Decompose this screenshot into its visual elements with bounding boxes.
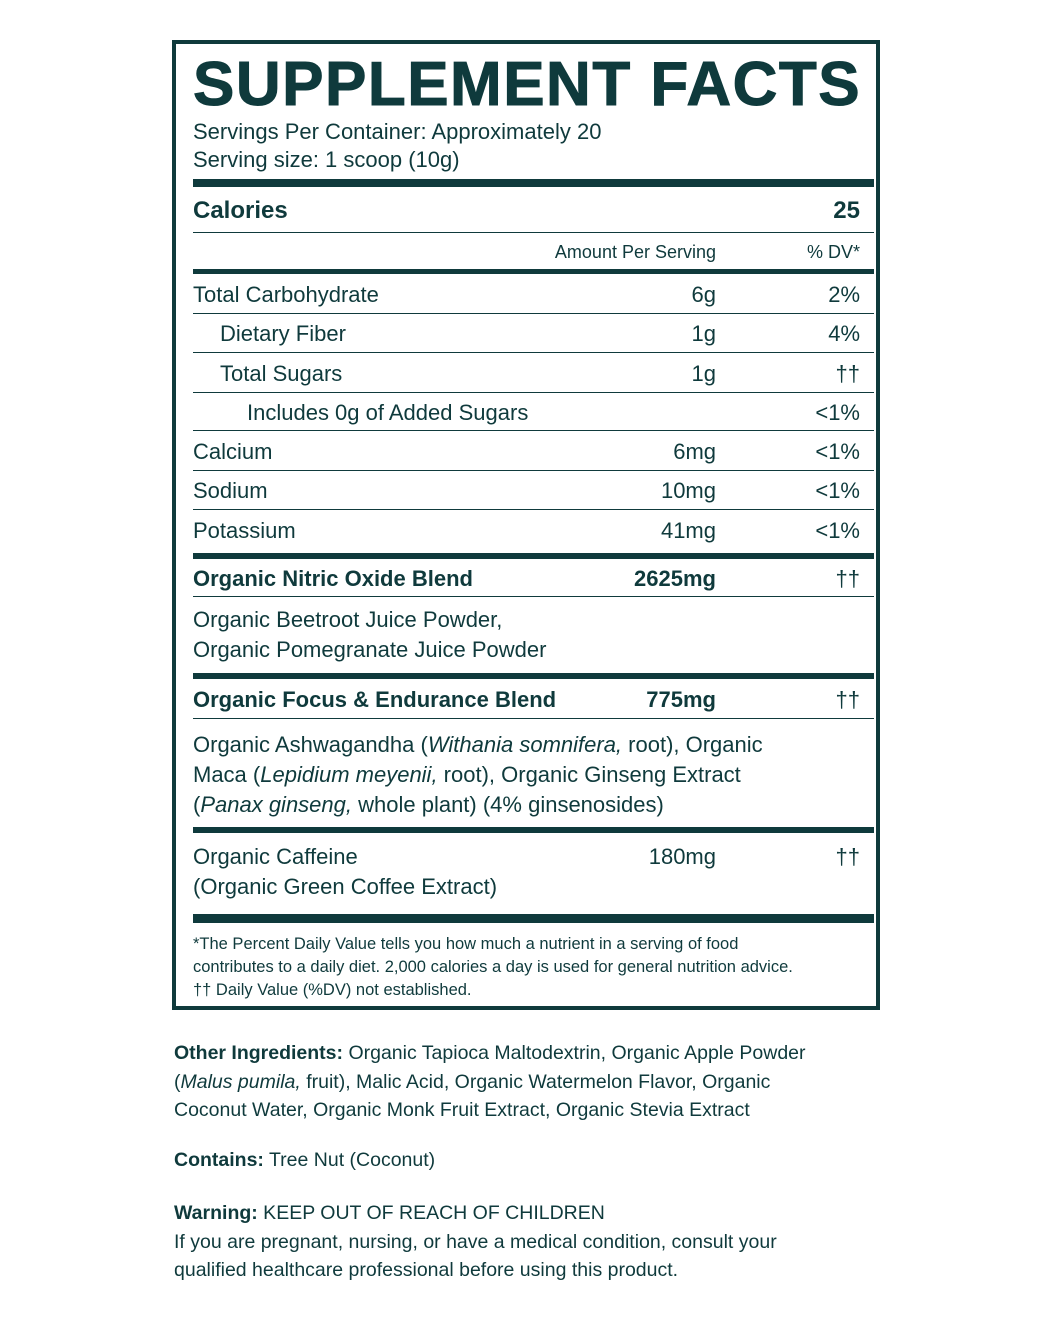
- warning-label: Warning:: [174, 1202, 258, 1224]
- divider: [193, 430, 874, 431]
- calories-label: Calories: [193, 197, 288, 224]
- dv-header: % DV*: [806, 242, 860, 262]
- blend-dv: ††: [835, 687, 860, 712]
- calories-value: 25: [833, 197, 860, 224]
- medium-divider: [193, 553, 874, 559]
- medium-divider: [193, 269, 874, 274]
- footnote-line: contributes to a daily diet. 2,000 calories a day is used for general nutrition advice.: [193, 958, 793, 976]
- warning-line: Warning: KEEP OUT OF REACH OF CHILDREN: [174, 1202, 605, 1224]
- nutrient-dv: 4%: [828, 321, 860, 346]
- nutrient-dv: ††: [835, 361, 860, 386]
- blend-line: Maca (Lepidium meyenii, root), Organic Ginseng Extract: [193, 762, 741, 787]
- footnote: [193, 933, 874, 1002]
- nutrient-amount: 1g: [691, 361, 716, 386]
- other-ingredients-line: (Malus pumila, fruit), Malic Acid, Organic Watermelon Flavor, Organic: [174, 1070, 771, 1093]
- blend-name: Organic Nitric Oxide Blend: [193, 566, 473, 591]
- nutrient-dv: <1%: [815, 478, 860, 503]
- divider: [193, 352, 874, 353]
- caffeine-source: (Organic Green Coffee Extract): [193, 874, 498, 899]
- contains-label: Contains:: [174, 1149, 264, 1171]
- divider: [193, 313, 874, 314]
- blend-line: Organic Ashwagandha (Withania somnifera, root), Organic: [193, 732, 763, 757]
- other-ingredients-line: Coconut Water, Organic Monk Fruit Extract, Organic Stevia Extract: [174, 1099, 750, 1121]
- footnote-line: †† Daily Value (%DV) not established.: [193, 981, 472, 999]
- divider: [193, 470, 874, 471]
- servings-per-container: Servings Per Container: Approximately 20: [193, 119, 602, 144]
- nutrient-row: [193, 434, 874, 470]
- divider: [193, 232, 874, 233]
- footnote-line: *The Percent Daily Value tells you how much a nutrient in a serving of food: [193, 935, 739, 953]
- blend-line: Organic Pomegranate Juice Powder: [193, 637, 547, 662]
- medium-divider: [193, 827, 874, 833]
- nutrient-name: Sodium: [193, 478, 268, 503]
- nutrient-dv: <1%: [815, 518, 860, 543]
- other-ingredients-label: Other Ingredients:: [174, 1042, 344, 1064]
- nutrient-dv: 2%: [828, 282, 860, 307]
- caffeine-amount: 180mg: [648, 844, 716, 869]
- caffeine-row: [193, 839, 874, 875]
- nutrient-row: [193, 277, 874, 313]
- nutrient-amount: 41mg: [660, 518, 716, 543]
- blend-amount: 775mg: [646, 687, 716, 712]
- blend-name: Organic Focus & Endurance Blend: [193, 687, 557, 712]
- nutrient-row: [193, 513, 874, 549]
- nutrient-row: [193, 473, 874, 509]
- blend-ingredients: [193, 605, 874, 665]
- panel-title: SUPPLEMENT FACTS: [193, 50, 862, 119]
- blend-ingredients: [193, 730, 874, 820]
- blend-header-row: [193, 561, 874, 597]
- nutrient-amount: 1g: [691, 321, 716, 346]
- nutrient-row: [193, 316, 874, 352]
- nutrient-name: Includes 0g of Added Sugars: [247, 400, 529, 425]
- caffeine-dv: ††: [835, 844, 860, 869]
- nutrient-dv: <1%: [815, 439, 860, 464]
- nutrient-amount: 10mg: [660, 478, 716, 503]
- nutrient-amount: 6g: [691, 282, 716, 307]
- nutrient-name: Potassium: [193, 518, 296, 543]
- blend-header-row: [193, 682, 874, 718]
- divider: [193, 718, 874, 719]
- serving-size: Serving size: 1 scoop (10g): [193, 147, 460, 172]
- other-ingredients-line: Other Ingredients: Organic Tapioca Maltodextrin, Organic Apple Powder: [174, 1042, 806, 1064]
- divider: [193, 596, 874, 597]
- blend-dv: ††: [835, 566, 860, 591]
- nutrient-dv: <1%: [815, 400, 860, 425]
- divider: [193, 509, 874, 510]
- contains-statement: Contains: Tree Nut (Coconut): [174, 1149, 436, 1171]
- nutrient-name: Dietary Fiber: [220, 321, 346, 346]
- amount-header: Amount Per Serving: [554, 242, 716, 262]
- nutrient-amount: 6mg: [673, 439, 716, 464]
- warning-line: qualified healthcare professional before using this product.: [174, 1259, 679, 1281]
- column-header-row: [193, 234, 874, 270]
- nutrient-row: [193, 395, 874, 431]
- warning-line: If you are pregnant, nursing, or have a medical condition, consult your: [174, 1230, 777, 1253]
- nutrient-name: Total Sugars: [220, 361, 343, 386]
- calories-row: [193, 193, 874, 229]
- supplement-facts-panel: [172, 40, 880, 1010]
- thick-divider: [193, 914, 874, 923]
- nutrient-name: Calcium: [193, 439, 273, 464]
- nutrient-name: Total Carbohydrate: [193, 282, 379, 307]
- blend-amount: 2625mg: [634, 566, 716, 591]
- caffeine-name: Organic Caffeine: [193, 844, 358, 869]
- blend-line: Organic Beetroot Juice Powder,: [193, 607, 503, 632]
- warning-statement: [174, 1199, 894, 1285]
- medium-divider: [193, 673, 874, 679]
- blend-line: (Panax ginseng, whole plant) (4% ginsenosides): [193, 792, 664, 817]
- thick-divider: [193, 179, 874, 187]
- divider: [193, 392, 874, 393]
- other-ingredients: [174, 1039, 894, 1125]
- nutrient-row: [193, 356, 874, 392]
